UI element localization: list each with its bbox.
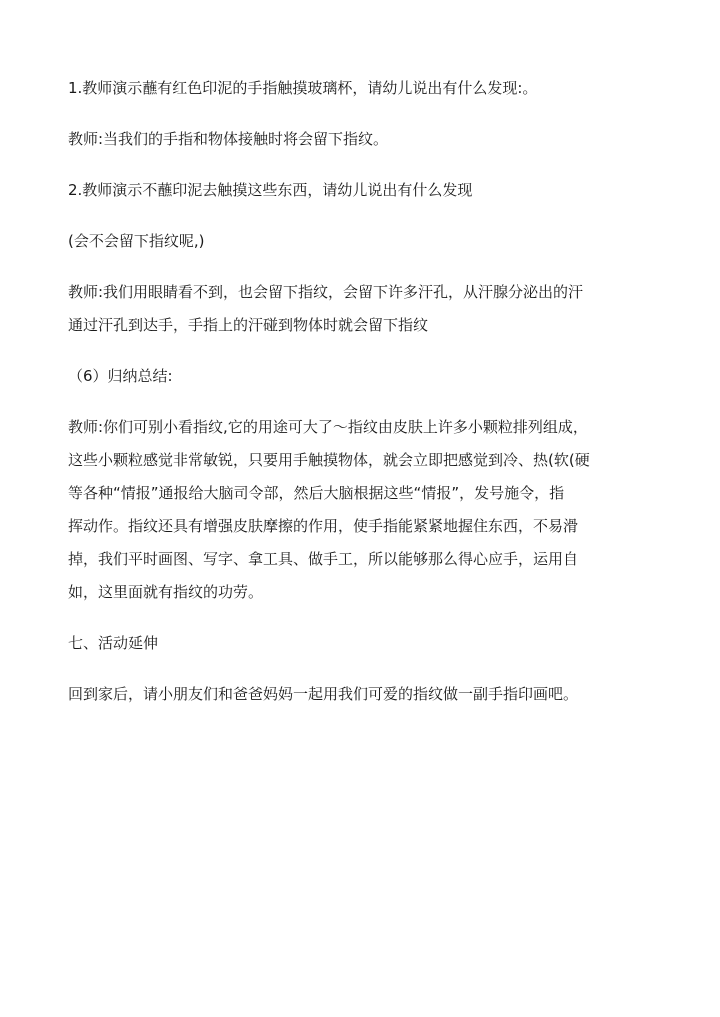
text-line: 教师:当我们的手指和物体接触时将会留下指纹。	[68, 130, 389, 148]
text-line: 通过汗孔到达手，手指上的汗碰到物体时就会留下指纹	[68, 316, 429, 334]
text-line: 这些小颗粒感觉非常敏锐，只要用手触摸物体，就会立即把感觉到冷、热(软(硬	[68, 451, 590, 469]
text-line: 如，这里面就有指纹的功劳。	[68, 583, 264, 601]
text-line: 回到家后，请小朋友们和爸爸妈妈一起用我们可爱的指纹做一副手指印画吧。	[68, 685, 579, 703]
text-line: 等各种“情报”通报给大脑司令部，然后大脑根据这些“情报”，发号施令，指	[68, 484, 565, 502]
paragraph-summary-heading	[68, 360, 656, 393]
section-heading-extension	[68, 627, 656, 660]
paragraph-homework	[68, 678, 656, 711]
paragraph-teacher-note-2	[68, 276, 656, 342]
text-line: 教师:你们可别小看指纹,它的用途可大了～指纹由皮肤上许多小颗粒排列组成，	[68, 418, 588, 436]
text-line: (会不会留下指纹呢,)	[68, 232, 205, 250]
document-body	[68, 72, 656, 729]
text-line: 挥动作。指纹还具有增强皮肤摩擦的作用，使手指能紧紧地握住东西，不易滑	[68, 517, 579, 535]
text-line: 1.教师演示蘸有红色印泥的手指触摸玻璃杯，请幼儿说出有什么发现:。	[68, 79, 538, 97]
paragraph-step-1	[68, 72, 656, 105]
text-line: 教师:我们用眼睛看不到，也会留下指纹，会留下许多汗孔，从汗腺分泌出的汗	[68, 283, 584, 301]
paragraph-question	[68, 225, 656, 258]
text-line: （6）归纳总结:	[68, 367, 173, 385]
text-line: 掉，我们平时画图、写字、拿工具、做手工，所以能够那么得心应手，运用自	[68, 550, 579, 568]
paragraph-step-2	[68, 174, 656, 207]
paragraph-teacher-note-1	[68, 123, 656, 156]
text-line: 2.教师演示不蘸印泥去触摸这些东西，请幼儿说出有什么发现	[68, 181, 473, 199]
text-line: 七、活动延伸	[68, 634, 159, 652]
paragraph-teacher-summary	[68, 411, 656, 609]
